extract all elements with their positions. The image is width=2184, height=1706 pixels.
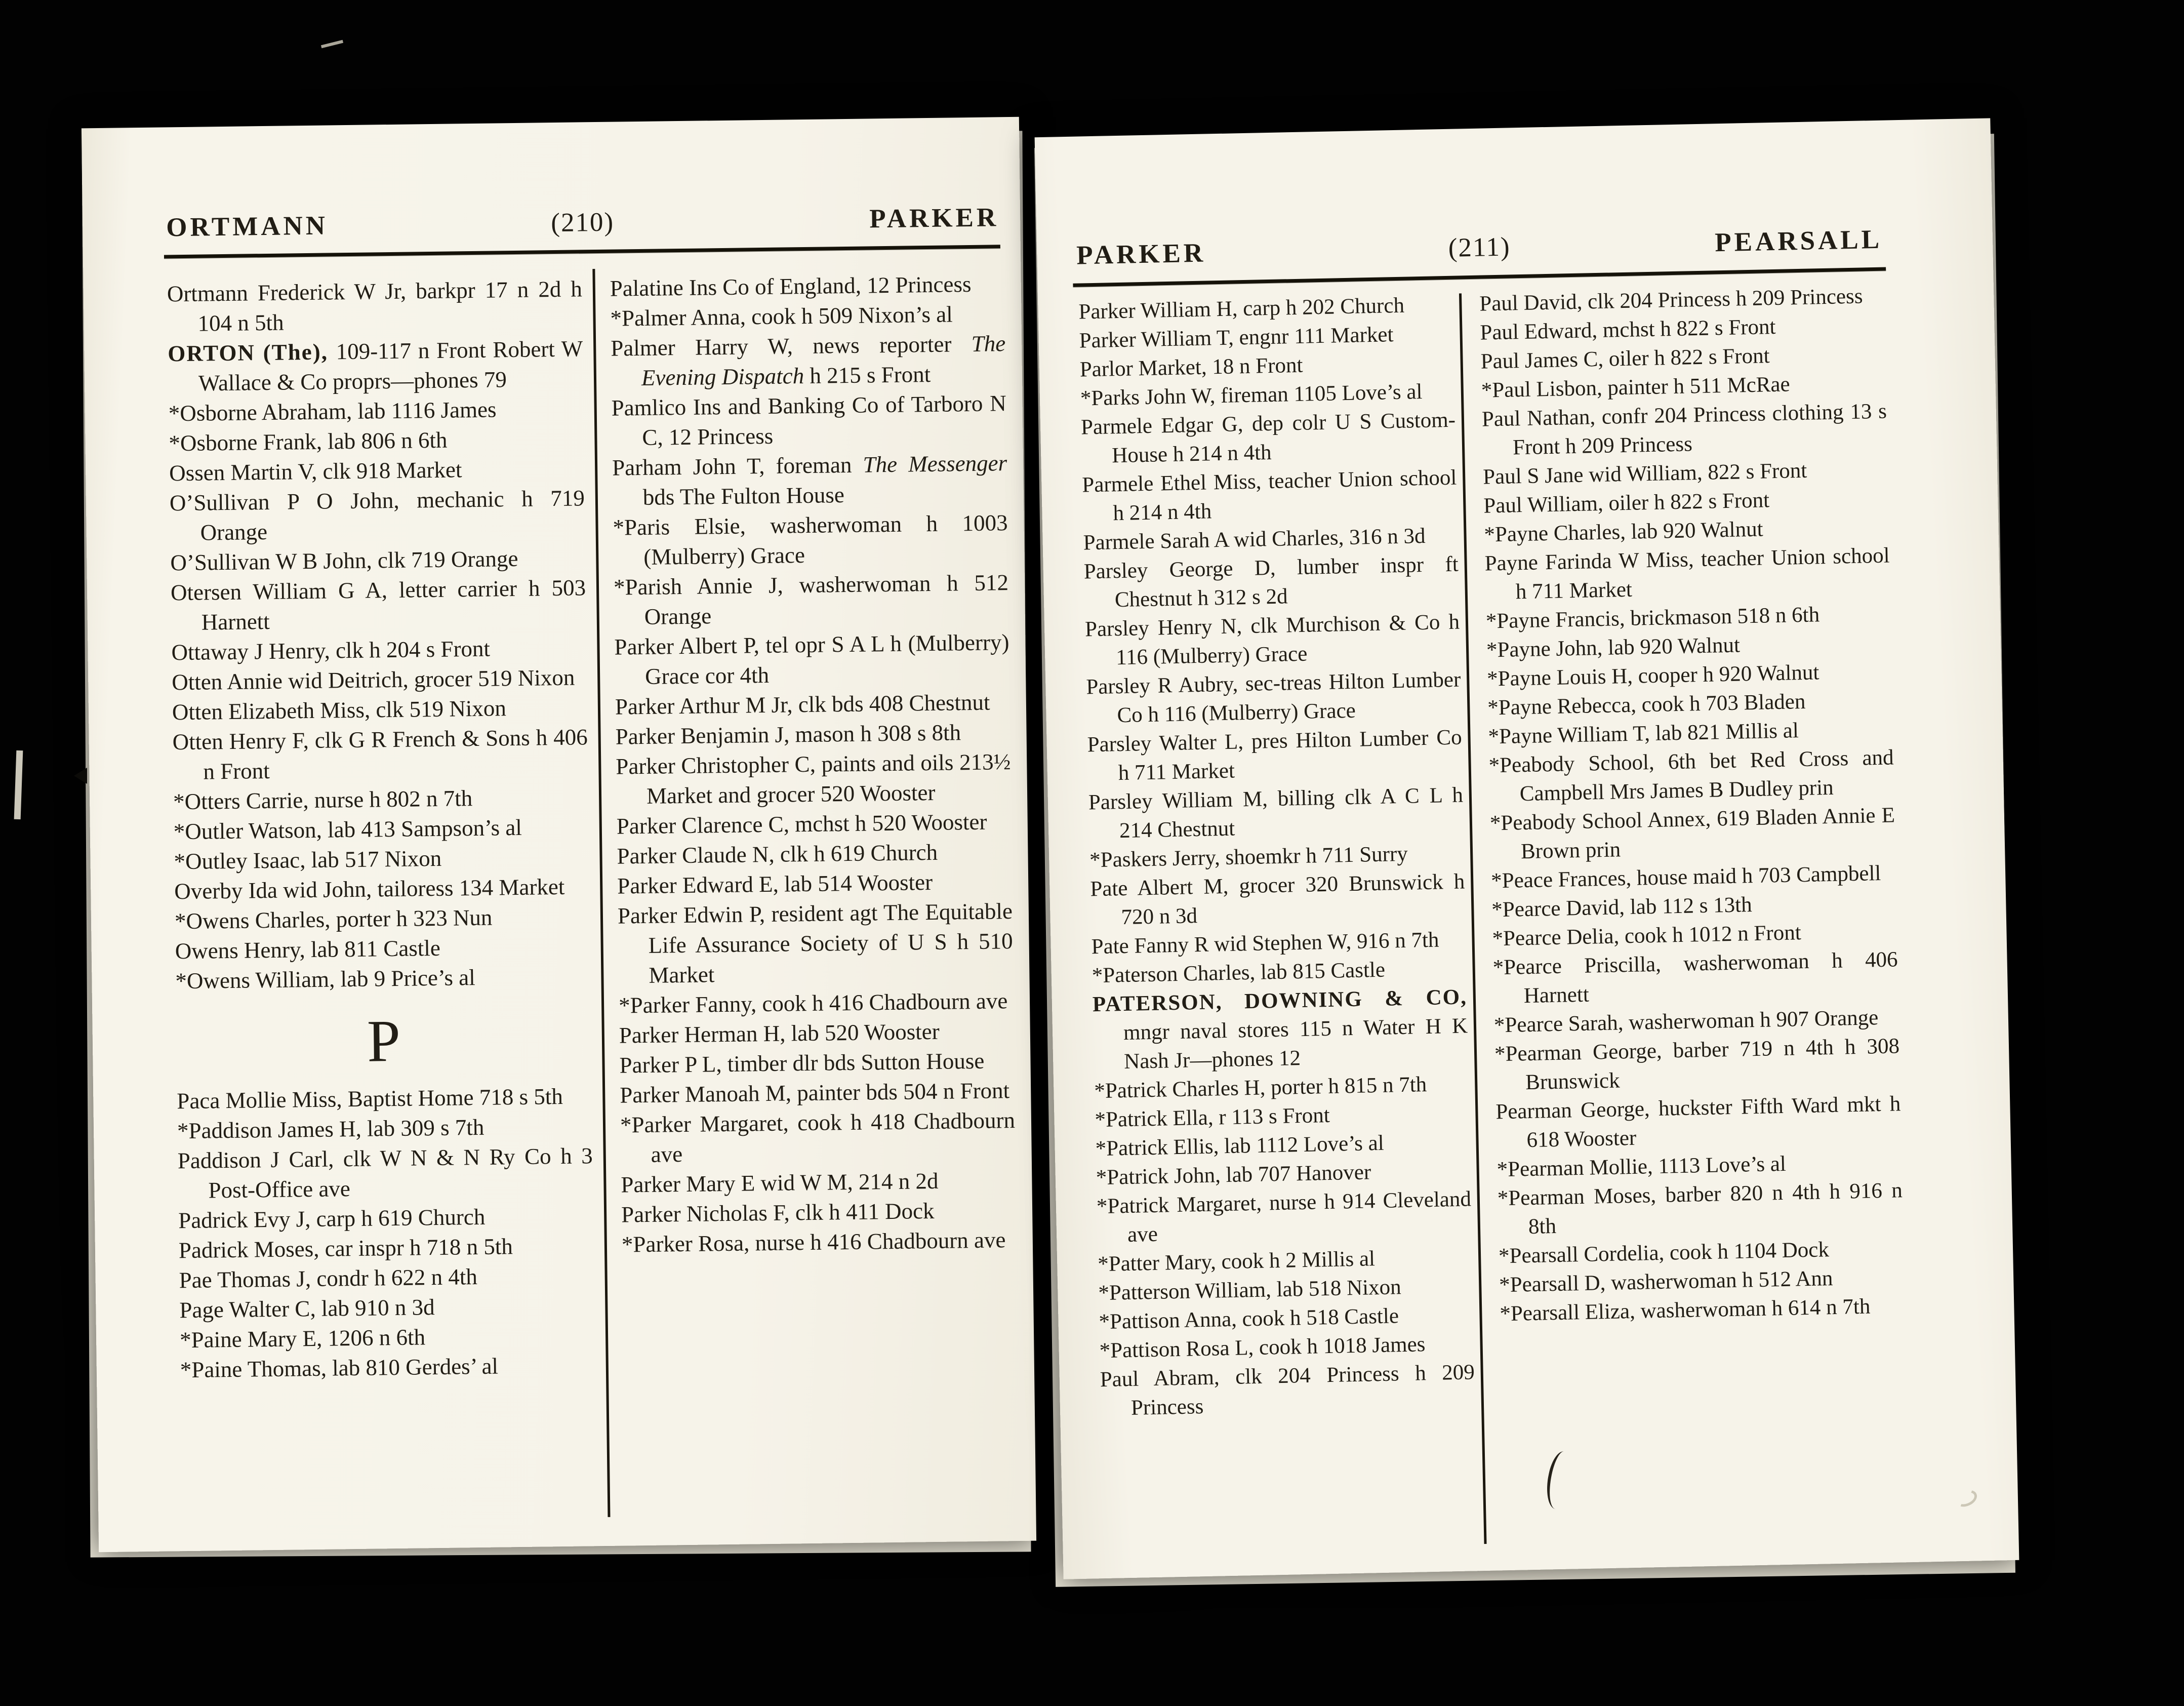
- directory-entry: [175, 961, 591, 996]
- directory-entry: [611, 329, 1006, 393]
- entry-text: *Pearman George, barber 719 n 4th h 308 Brunswick: [1494, 1034, 1900, 1095]
- directory-entry: [621, 1165, 1016, 1200]
- directory-entry: [615, 687, 1010, 722]
- entry-text: Parsley R Aubry, sec-treas Hilton Lumber Co h 116 (Mulberry) Grace: [1085, 667, 1461, 728]
- directory-entry: [1092, 982, 1468, 1077]
- entry-text: *Pearsall D, washerwoman h 512 Ann: [1499, 1266, 1833, 1297]
- entry-text: *Pearsall Eliza, washerwoman h 614 n 7th: [1499, 1294, 1871, 1326]
- entry-text: Parker Edward E, lab 514 Wooster: [617, 869, 933, 899]
- entry-text: *Paul Lisbon, painter h 511 McRae: [1481, 372, 1791, 403]
- entry-text: Parmele Edgar G, dep colr U S Custom-House h 214 n 4th: [1080, 408, 1456, 468]
- left-page-header-first-name: ORTMANN: [166, 211, 329, 243]
- right-page-header-last-name: PEARSALL: [1714, 224, 1883, 258]
- directory-entry: [1494, 1031, 1900, 1097]
- entry-text: Parsley Walter L, pres Hilton Lumber Co h 711 Market: [1087, 725, 1463, 785]
- entry-text: *Payne John, lab 920 Walnut: [1486, 633, 1741, 662]
- directory-entry: [168, 334, 583, 399]
- directory-entry: [1082, 463, 1458, 529]
- directory-entry: [613, 508, 1008, 573]
- right-page-number: (211): [1448, 232, 1511, 263]
- entry-text: *Pearce Sarah, washerwoman h 907 Orange: [1493, 1006, 1879, 1038]
- entry-text: Padrick Moses, car inspr h 718 n 5th: [178, 1233, 513, 1263]
- entry-text: Payne Farinda W Miss, teacher Union school h 711 Market: [1484, 543, 1890, 604]
- entry-text: Otten Henry F, clk G R French & Sons h 406 n Front: [172, 724, 588, 784]
- entry-text: Otten Annie wid Deitrich, grocer 519 Nixon: [171, 664, 575, 695]
- entry-text: Parker William T, engnr 111 Market: [1079, 323, 1394, 353]
- entry-text: Ortmann Frederick W Jr, barkpr 17 n 2d h 104 n 5th: [167, 276, 583, 336]
- entry-text: *Palmer Anna, cook h 509 Nixon’s al: [610, 301, 953, 331]
- entry-text: Pamlico Ins and Banking Co of Tarboro N C, 12 Princess: [611, 390, 1006, 450]
- entry-text: mngr naval stores 115 n Water H K Nash Jr—phones 12: [1123, 1014, 1468, 1074]
- entry-text: Pearman George, huckster Fifth Ward mkt h 618 Wooster: [1495, 1092, 1901, 1153]
- entry-text: *Payne Louis H, cooper h 920 Walnut: [1486, 660, 1819, 691]
- directory-entry: [1086, 665, 1462, 731]
- directory-entry: [174, 812, 589, 847]
- directory-entry: [175, 901, 590, 936]
- entry-text: *Parker Margaret, cook h 418 Chadbourn ave: [620, 1107, 1016, 1167]
- entry-text: *Pearce Delia, cook h 1012 n Front: [1492, 921, 1802, 951]
- entry-text: Owens Henry, lab 811 Castle: [175, 935, 441, 964]
- directory-entry: [1085, 608, 1461, 673]
- directory-entry: [611, 388, 1006, 453]
- right-page-column-2: [1479, 282, 1905, 1329]
- directory-entry: [1484, 541, 1890, 607]
- entry-text: *Osborne Frank, lab 806 n 6th: [169, 427, 448, 456]
- entry-text: Parker Herman H, lab 520 Wooster: [619, 1018, 940, 1048]
- entry-text: Parker Arthur M Jr, clk bds 408 Chestnut: [615, 689, 990, 720]
- directory-entry: [168, 393, 584, 428]
- directory-entry: [1096, 1184, 1472, 1250]
- directory-entry: [1100, 1358, 1475, 1423]
- entry-text: Parker P L, timber dlr bds Sutton House: [619, 1048, 985, 1078]
- entry-text: *Peace Frances, house maid h 703 Campbell: [1490, 861, 1881, 893]
- entry-text: Palmer Harry W, news reporter: [610, 331, 972, 361]
- entry-text: *Pattison Rosa L, cook h 1018 James: [1099, 1332, 1426, 1363]
- directory-entry: [622, 1225, 1017, 1260]
- entry-text: Parham John T, foreman: [612, 452, 863, 481]
- directory-entry: [175, 931, 590, 966]
- left-page-column-2: [610, 269, 1017, 1259]
- entry-text: Parker Claude N, clk h 619 Church: [617, 839, 938, 869]
- entry-text: *Pattison Anna, cook h 518 Castle: [1099, 1304, 1399, 1334]
- entry-text: Pae Thomas J, condr h 622 n 4th: [179, 1263, 478, 1293]
- entry-text: Otten Elizabeth Miss, clk 519 Nixon: [172, 695, 507, 725]
- entry-text: *Paskers Jerry, shoemkr h 711 Surry: [1089, 842, 1408, 872]
- entry-text: *Patrick Ella, r 113 s Front: [1095, 1103, 1330, 1132]
- right-page-header: [1076, 224, 1883, 271]
- entry-text: Parker Benjamin J, mason h 308 s 8th: [615, 720, 961, 749]
- entry-text: *Outley Isaac, lab 517 Nixon: [174, 845, 442, 875]
- entry-text: *Payne Charles, lab 920 Walnut: [1484, 517, 1763, 547]
- entry-bold-text: PATERSON, DOWNING & CO,: [1092, 985, 1468, 1017]
- entry-text: O’Sullivan W B John, clk 719 Orange: [170, 545, 518, 576]
- entry-text: Otersen William G A, letter carrier h 503 Harnett: [170, 575, 586, 635]
- entry-text: Ottaway J Henry, clk h 204 s Front: [171, 636, 491, 665]
- entry-italic-text: The Evening Dispatch: [641, 331, 1006, 390]
- entry-text: Parker Mary E wid W M, 214 n 2d: [621, 1168, 939, 1198]
- entry-text: *Parish Annie J, washerwoman h 512 Orange: [613, 570, 1009, 629]
- directory-entry: [174, 871, 590, 906]
- scan-dust-dash: [321, 40, 343, 48]
- entry-text: *Owens Charles, porter h 323 Nun: [174, 904, 493, 934]
- entry-text: *Paine Mary E, 1206 n 6th: [179, 1324, 426, 1353]
- entry-text: Pate Fanny R wid Stephen W, 916 n 7th: [1091, 928, 1439, 959]
- entry-text: Parker Albert P, tel opr S A L h (Mulberry) Grace cor 4th: [614, 629, 1009, 689]
- left-page-header-last-name: PARKER: [869, 203, 999, 234]
- entry-text: Padrick Evy J, carp h 619 Church: [178, 1204, 486, 1233]
- entry-text: Paul Abram, clk 204 Princess h 209 Princess: [1100, 1360, 1475, 1420]
- entry-text: *Parker Fanny, cook h 416 Chadbourn ave: [618, 988, 1008, 1018]
- directory-entry: [618, 896, 1014, 991]
- directory-entry: [1488, 743, 1894, 809]
- directory-entry: [617, 837, 1012, 871]
- entry-text: *Payne William T, lab 821 Millis al: [1488, 719, 1799, 749]
- directory-entry: [179, 1290, 595, 1325]
- entry-text: O’Sullivan P O John, mechanic h 719 Orange: [169, 485, 585, 545]
- entry-text: Parker Clarence C, mchst h 520 Wooster: [616, 809, 987, 839]
- entry-italic-text: The Messenger: [863, 450, 1007, 478]
- entry-text: bds The Fulton House: [642, 482, 845, 510]
- entry-text: *Owens William, lab 9 Price’s al: [175, 965, 476, 994]
- directory-entry: [621, 1195, 1017, 1230]
- directory-entry: [177, 1111, 593, 1146]
- entry-text: *Payne Rebecca, cook h 703 Bladen: [1487, 689, 1806, 720]
- entry-text: Paca Mollie Miss, Baptist Home 718 s 5th: [177, 1083, 563, 1114]
- entry-text: *Patrick Charles H, porter h 815 n 7th: [1094, 1073, 1427, 1103]
- directory-entry: [1083, 550, 1459, 615]
- entry-text: Paul Edward, mchst h 822 s Front: [1480, 314, 1776, 345]
- entry-text: *Otters Carrie, nurse h 802 n 7th: [173, 785, 473, 815]
- directory-entry: [171, 632, 587, 667]
- directory-entry: [178, 1201, 594, 1236]
- entry-text: Paul James C, oiler h 822 s Front: [1480, 344, 1770, 374]
- directory-entry: [617, 866, 1013, 901]
- entry-text: *Paddison James H, lab 309 s 7th: [177, 1114, 484, 1143]
- directory-entry: [620, 1076, 1015, 1110]
- entry-text: *Patrick Ellis, lab 1112 Love’s al: [1095, 1131, 1385, 1161]
- entry-text: Parmele Sarah A wid Charles, 316 n 3d: [1083, 524, 1426, 555]
- page-edge-sliver: [14, 750, 23, 819]
- entry-text: Paddison J Carl, clk W N & N Ry Co h 3 Post-Office ave: [177, 1142, 593, 1203]
- entry-text: Overby Ida wid John, tailoress 134 Market: [174, 874, 565, 904]
- directory-entry: [1489, 801, 1895, 866]
- directory-entry: [1495, 1089, 1902, 1155]
- entry-text: *Parker Rosa, nurse h 416 Chadbourn ave: [621, 1227, 1006, 1257]
- entry-text: *Pearce Priscilla, washerwoman h 406 Harnett: [1492, 947, 1898, 1008]
- entry-text: *Osborne Abraham, lab 1116 James: [168, 396, 497, 426]
- directory-entry: [170, 543, 586, 578]
- directory-entry: [615, 717, 1010, 752]
- entry-text: Paul Nathan, confr 204 Princess clothing 13 s Front h 209 Princess: [1481, 399, 1887, 460]
- directory-entry: [619, 986, 1014, 1021]
- entry-text: *Peabody School Annex, 619 Bladen Annie E Brown prin: [1489, 803, 1895, 864]
- right-page-header-first-name: PARKER: [1076, 238, 1206, 270]
- entry-text: Paul William, oiler h 822 s Front: [1483, 488, 1770, 518]
- right-page-sheet: [1035, 118, 2019, 1579]
- pen-stroke-mark: [1542, 1449, 1578, 1511]
- directory-entry: [612, 448, 1007, 513]
- directory-entry: [1087, 723, 1463, 788]
- directory-entry: [167, 274, 583, 339]
- entry-text: *Paterson Charles, lab 815 Castle: [1091, 958, 1386, 988]
- entry-text: Palatine Ins Co of England, 12 Princess: [610, 271, 972, 301]
- directory-entry: [614, 627, 1009, 692]
- entry-text: Parker Christopher C, paints and oils 213½ Market and grocer 520 Wooster: [616, 749, 1011, 809]
- entry-text: Parker Edwin P, resident agt The Equitable Life Assurance Society of U S h 510 Market: [617, 898, 1013, 988]
- directory-entry: [173, 782, 589, 817]
- directory-entry: [1481, 397, 1887, 463]
- entry-text: Parmele Ethel Miss, teacher Union school h 214 n 4th: [1081, 465, 1457, 526]
- entry-text: *Peabody School, 6th bet Red Cross and Campbell Mrs James B Dudley prin: [1488, 745, 1894, 806]
- directory-entry: [619, 1016, 1014, 1051]
- entry-text: *Paris Elsie, washerwoman h 1003 (Mulberry) Grace: [613, 510, 1008, 570]
- entry-text: Paul David, clk 204 Princess h 209 Princess: [1479, 284, 1863, 316]
- entry-text: Pate Albert M, grocer 320 Brunswick h 720 n 3d: [1089, 869, 1465, 930]
- entry-text: *Pearce David, lab 112 s 13th: [1491, 893, 1753, 922]
- section-letter-heading: P: [367, 1007, 401, 1075]
- directory-entry: [610, 269, 1005, 304]
- entry-text: 109-117 n Front Robert W Wallace & Co proprs—phones 79: [198, 336, 583, 396]
- directory-entry: [1492, 945, 1898, 1011]
- entry-text: *Parks John W, fireman 1105 Love’s al: [1080, 379, 1423, 411]
- entry-text: Page Walter C, lab 910 n 3d: [179, 1294, 435, 1323]
- entry-text: Parker Manoah M, painter bds 504 n Front: [619, 1078, 1010, 1108]
- directory-entry: [619, 1046, 1015, 1081]
- entry-text: *Payne Francis, brickmason 518 n 6th: [1485, 603, 1820, 633]
- directory-entry: [610, 299, 1005, 334]
- page-edge-notch-mark: [74, 768, 87, 784]
- directory-entry: [172, 662, 587, 697]
- directory-entry: [620, 1105, 1016, 1170]
- entry-text: *Pearman Mollie, 1113 Love’s al: [1497, 1152, 1787, 1182]
- directory-entry: [172, 692, 588, 727]
- entry-text: *Patrick Margaret, nurse h 914 Cleveland ave: [1096, 1187, 1472, 1247]
- left-page-column-divider: [592, 269, 610, 1517]
- directory-entry: [171, 573, 586, 638]
- directory-entry: [172, 722, 588, 787]
- entry-text: Parsley George D, lumber inspr ft Chestnut h 312 s 2d: [1083, 552, 1459, 612]
- directory-entry: [179, 1260, 594, 1295]
- entry-text: *Paine Thomas, lab 810 Gerdes’ al: [180, 1353, 499, 1382]
- directory-entry: [174, 842, 589, 877]
- entry-text: *Pearman Moses, barber 820 n 4th h 916 n 8th: [1497, 1178, 1903, 1239]
- directory-entry: [1497, 1176, 1903, 1242]
- directory-entry: [614, 568, 1009, 632]
- entry-bold-text: ORTON (The),: [168, 339, 337, 367]
- entry-text: Parker Nicholas F, clk h 411 Dock: [621, 1198, 935, 1227]
- directory-entry: [169, 453, 585, 488]
- left-page-column-1: [167, 274, 596, 1385]
- entry-text: *Patterson William, lab 518 Nixon: [1098, 1275, 1402, 1305]
- right-page-column-1: [1078, 290, 1475, 1423]
- entry-text: Parlor Market, 18 n Front: [1079, 353, 1303, 382]
- directory-entry: [1081, 406, 1457, 471]
- entry-text: Ossen Martin V, clk 918 Market: [169, 457, 462, 486]
- left-page-sheet: [82, 117, 1036, 1552]
- entry-text: *Outler Watson, lab 413 Sampson’s al: [173, 814, 522, 845]
- left-page-header: [166, 202, 999, 243]
- entry-text: h 215 s Front: [803, 361, 931, 389]
- directory-entry: [1088, 781, 1464, 846]
- directory-entry: [177, 1141, 593, 1206]
- left-page-number: (210): [550, 207, 615, 238]
- entry-text: Paul S Jane wid William, 822 s Front: [1482, 458, 1807, 489]
- directory-entry: [616, 747, 1011, 812]
- entry-text: *Patrick John, lab 707 Hanover: [1096, 1160, 1371, 1190]
- directory-entry: [180, 1320, 595, 1355]
- directory-entry: [177, 1081, 592, 1116]
- entry-text: Parsley Henry N, clk Murchison & Co h 116 (Mulberry) Grace: [1084, 610, 1460, 670]
- entry-text: *Patter Mary, cook h 2 Millis al: [1097, 1247, 1376, 1277]
- directory-entry: [616, 807, 1012, 842]
- directory-entry: [179, 1231, 594, 1265]
- entry-text: Parsley William M, billing clk A C L h 214 Chestnut: [1088, 783, 1464, 843]
- directory-entry: [180, 1350, 596, 1385]
- directory-entry: [1090, 867, 1466, 932]
- entry-text: *Pearsall Cordelia, cook h 1104 Dock: [1498, 1238, 1830, 1268]
- left-page-header-rule: [164, 245, 1000, 258]
- entry-text: Parker William H, carp h 202 Church: [1078, 293, 1405, 324]
- directory-entry: [169, 423, 584, 458]
- directory-entry: [170, 483, 585, 548]
